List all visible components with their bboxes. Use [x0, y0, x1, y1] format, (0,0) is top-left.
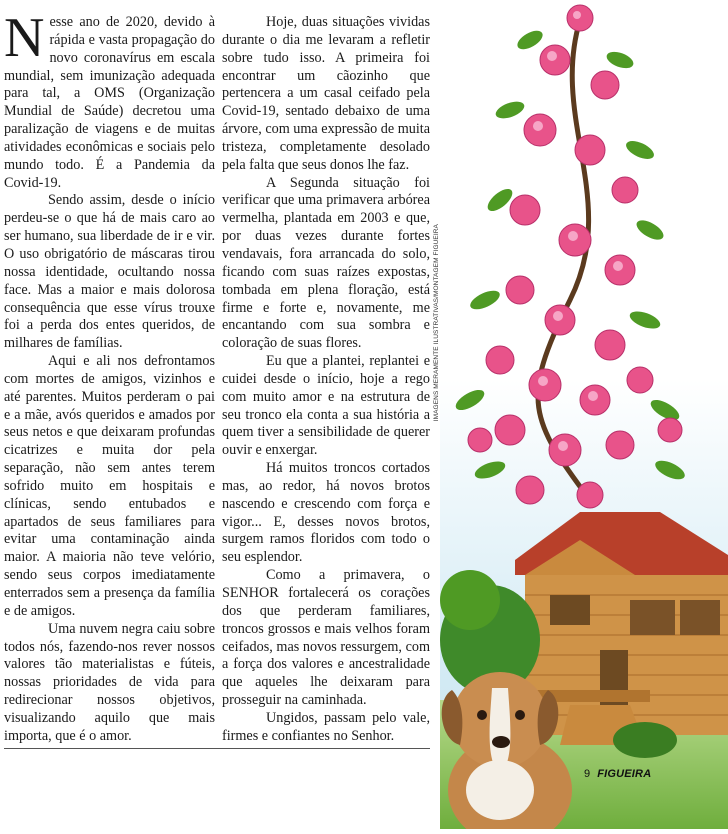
paragraph-2: Sendo assim, desde o início perdeu-se o que há de mais caro ao ser humano, sua liberdade de ir e vir. O uso obrigatório de máscaras tirou nossa identidade, ocultando nossa face. Mas a maior e mais dolorosa consequência que esse vírus trouxe foi a perda dos entes queridos, de milhares de famílias. — [4, 192, 215, 352]
illustration-svg — [430, 0, 728, 829]
paragraph-3: Aqui e ali nos defrontamos com mortes de amigos, vizinhos e até parentes. Muitos perderam o pai e a mãe, avós queridos e amados por seus netos e que deixaram profundas cicatrizes e muita dor pela separação, não sem antes terem sofrido muito em hospitais e clínicas, sendo entubados e apartados de seus familiares para evitar uma contaminação ainda maior. A maioria não teve velório, sendo seus corpos imediatamente enterrados sem a presença da família e de amigos. — [4, 353, 215, 619]
page-number: 9 — [584, 768, 591, 780]
paragraph-10: Ungidos, passam pelo vale, firmes e confiantes no Senhor. — [222, 709, 430, 744]
article-column-1 — [4, 7, 215, 746]
drop-cap: N — [4, 7, 45, 69]
paragraph-8: Há muitos troncos cortados mas, ao redor, há novos brotos nascendo e crescendo com força e vigor... E, desses novos brotos, surgem ramos floridos com todo o seu esplendor. — [222, 460, 430, 566]
page-footer — [584, 768, 651, 780]
paragraph-6: A Segunda situação foi verificar que uma primavera arbórea vermelha, plantada em 2003 e que, por duas vezes durante fortes vendavais, fora arrancada do solo, ficando com suas raízes expostas, tombada em plena floração, está firme e forte e, novamente, me encantando com sua sombra e coloração de suas flores. — [222, 174, 430, 352]
paragraph-9: Como a primavera, o SENHOR fortalecerá os corações dos que perderam familiares, troncos grossos e mais velhos foram ceifados, mas novos ressurgem, com a força dos valores e ancestralidade que aqueles lhe deixaram para prosseguir na caminhada. — [222, 567, 430, 709]
bottom-divider — [4, 748, 430, 749]
paragraph-1 — [4, 7, 215, 192]
image-credit: IMAGENS MERAMENTE ILUSTRATIVAS/MONTAGEM FIGUEIRA — [433, 224, 440, 422]
article-column-2 — [222, 14, 430, 746]
publication-name: FIGUEIRA — [597, 768, 652, 780]
paragraph-4: Uma nuvem negra caiu sobre todos nós, fazendo-nos rever nossos valores tão materialistas e fúteis, nossas prioridades de vida para redirecionar nossos objetivos, visualizando aquilo que mais importa, que é o amor. — [4, 620, 215, 744]
paragraph-1-text: esse ano de 2020, devido à rápida e vasta propagação do novo coronavírus em escala mundial, sem imunização adequada para tal, a OMS (Organização Mundial de Saúde) decretou uma paralização de viagens e de muitas atividades econômicas e sociais pelo mundo todo. É a Pandemia da Covid-19. — [4, 14, 215, 191]
paragraph-5: Hoje, duas situações vividas durante o dia me levaram a refletir sobre tudo isso. A primeira foi encontrar um cãozinho que pertencera a um casal ceifado pela Covid-19, sentado debaixo de uma árvore, com uma expressão de muita tristeza, completamente desolado pela falta que seus donos lhe faz. — [222, 14, 431, 173]
illustration — [430, 0, 728, 829]
paragraph-7: Eu que a plantei, replantei e cuidei desde o início, hoje a rego com muito amor e na estrutura de seu tronco ela conta a sua história a quem tiver a sensibilidade de querer ouvir e enxergar. — [222, 353, 430, 459]
